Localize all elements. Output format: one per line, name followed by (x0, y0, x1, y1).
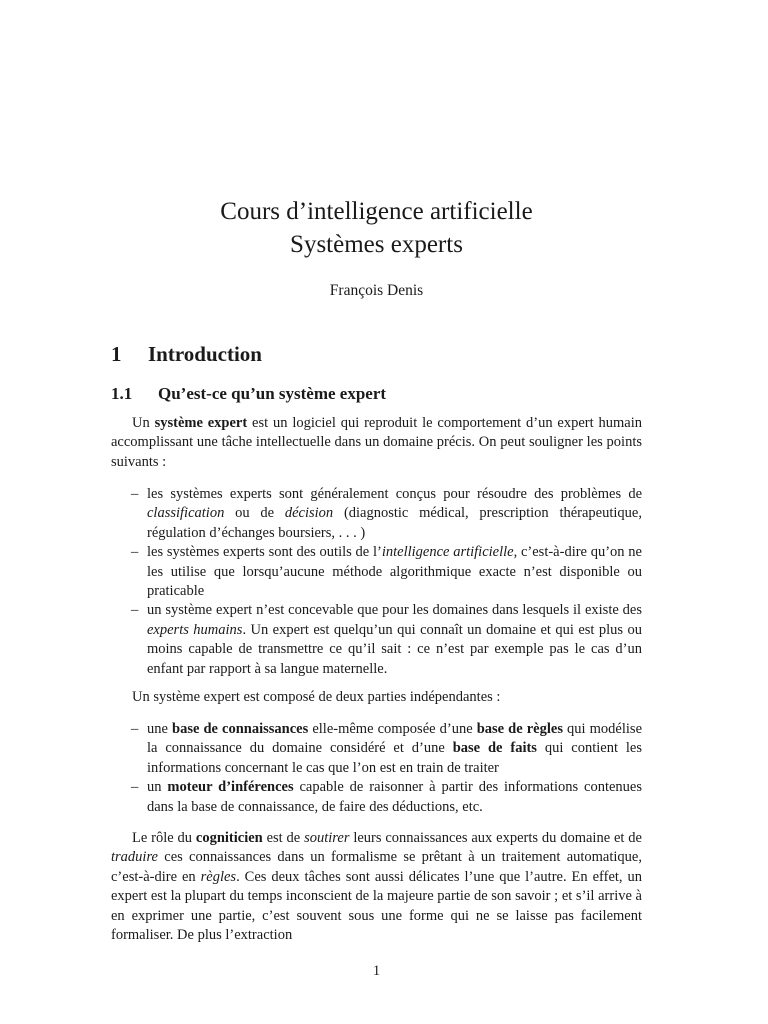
text-run: un système expert n’est concevable que pour les domaines dans lesquels il existe des (147, 602, 642, 619)
text-run: elle-même composée d’une (308, 721, 477, 737)
section-title: Introduction (148, 342, 262, 366)
subsection-title: Qu’est-ce qu’un système expert (158, 384, 387, 403)
bullet-list-components (111, 720, 642, 817)
text-run: les systèmes experts sont des outils de l’ (147, 544, 382, 561)
text-run: un (147, 779, 168, 796)
dash-bullet: – (131, 544, 139, 561)
list-item (111, 601, 642, 679)
italic-term: classification (147, 505, 225, 522)
text-run: capable de raisonner à partir des informations contenues dans la base de connaissance, de faire des déductions, etc. (147, 779, 642, 815)
bold-term: cogniticien (195, 830, 263, 846)
dash-bullet: – (131, 721, 139, 737)
text-run: est un logiciel qui reproduit le comportement d’un expert humain accomplissant une tâche intellectuelle dans un domaine précis. On peut souligner les points suivants : (111, 415, 642, 470)
text-run: . Ces deux tâches sont aussi délicates l’une que l’autre. En effet, un expert est la plupart du temps inconscient de la majeure partie de son savoir ; et s’il arrive à en exprimer une partie, c’est souvent sous une forme qui ne se laisse pas facilement formaliser. De plus l’extraction (111, 868, 642, 944)
text-run: les systèmes experts sont généralement conçus pour résoudre des problèmes de (147, 486, 642, 502)
title-line-2: Systèmes experts (290, 231, 463, 258)
text-run: Un système expert est composé de deux parties indépendantes : (132, 689, 501, 705)
text-run: leurs connaissances aux experts du domaine et de (349, 830, 642, 846)
italic-term: soutirer (304, 830, 350, 846)
list-item (111, 485, 642, 543)
document-title (111, 195, 642, 261)
text-run: une (147, 721, 173, 737)
dash-bullet: – (131, 779, 139, 796)
paragraph-components (111, 688, 642, 707)
list-item (111, 778, 642, 817)
paragraph-intro (111, 414, 642, 472)
paragraph-cogniticien (111, 829, 642, 945)
dash-bullet: – (131, 486, 139, 502)
bullet-list-characteristics (111, 485, 642, 679)
bold-term: système expert (154, 415, 248, 431)
text-run: . Un expert est quelqu’un qui connaît un domaine et qui est plus ou moins capable de transmettre ce qu’il sait : ce n’est par exemple pas le cas d’un enfant par rapport à sa langue maternelle. (147, 621, 642, 677)
italic-term: intelligence artificielle (381, 544, 514, 561)
section-heading (111, 342, 262, 367)
text-run: , c’est-à-dire qu’on ne les utilise que lorsqu’aucune méthode algorithmique exacte n’est disponible ou praticable (147, 544, 642, 600)
text-run: Un (132, 415, 155, 431)
page-number: 1 (372, 963, 381, 979)
bold-term: moteur d’inférences (167, 779, 294, 796)
text-run: qui contient les informations concernant le cas que l’on est en train de traiter (147, 740, 642, 776)
italic-term: décision (284, 505, 334, 522)
title-line-1: Cours d’intelligence artificielle (220, 198, 533, 225)
text-run: qui modélise la connaissance du domaine considéré et d’une (147, 721, 642, 757)
subsection-heading (111, 384, 386, 404)
text-run: (diagnostic médical, prescription thérapeutique, régulation d’échanges boursiers, . . . ) (147, 505, 642, 541)
section-number: 1 (111, 342, 122, 366)
subsection-number: 1.1 (111, 384, 133, 403)
author-name: François Denis (329, 282, 424, 299)
italic-term: traduire (111, 849, 158, 866)
italic-term: experts humains (147, 621, 243, 638)
text-run: est de (262, 830, 305, 846)
bold-term: base de règles (476, 721, 563, 737)
list-item (111, 543, 642, 601)
italic-term: règles (200, 868, 237, 885)
text-run: Le rôle du (132, 830, 196, 846)
bold-term: base de faits (452, 740, 537, 757)
text-run: ces connaissances dans un formalisme se prêtant à un traitement automatique, c’est-à-dire en (111, 849, 642, 885)
dash-bullet: – (131, 602, 139, 619)
list-item (111, 720, 642, 778)
bold-term: base de connaissances (172, 721, 309, 737)
text-run: ou de (224, 505, 285, 522)
